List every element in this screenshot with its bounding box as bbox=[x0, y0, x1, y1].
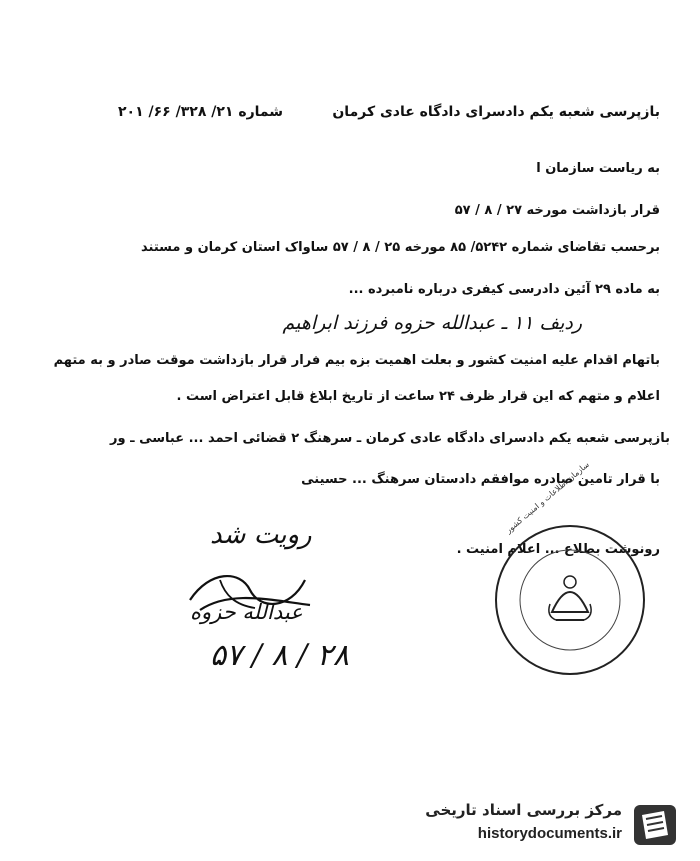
seal-icon bbox=[490, 520, 650, 680]
official-seal bbox=[490, 459, 650, 680]
body-line-6: با قرار تامین صادره موافقم دادستان سرهنگ ... حسینی bbox=[301, 472, 660, 487]
body-line-3: باتهام اقدام علیه امنیت کشور و بعلت اهمیت بزه بیم فرار قرار بازداشت موقت صادر و به متهم bbox=[53, 353, 660, 368]
watermark bbox=[398, 799, 688, 851]
body-line-2: به ماده ۲۹ آئین دادرسی کیفری درباره نامبرده ... bbox=[348, 282, 660, 297]
header-number: شماره ۲۱/ ۳۲۸/ ۶۶/ ۲۰۱ bbox=[118, 104, 284, 120]
body-line-1: برحسب تقاضای شماره ۵۲۴۲/ ۸۵ مورخه ۲۵ / ۸ / ۵۷ ساواک استان کرمان و مستند bbox=[141, 240, 660, 255]
watermark-title: مرکز بررسی اسناد تاریخی bbox=[425, 801, 622, 819]
seal-text: سازمان اطلاعات و امنیت کشور bbox=[504, 459, 591, 535]
handwritten-seen-note: رویت شد bbox=[210, 520, 312, 550]
archive-logo-icon bbox=[628, 799, 682, 851]
handwritten-date: ۲۸ / ۸ / ۵۷ bbox=[210, 638, 349, 673]
handwritten-row: ردیف ۱۱ ـ عبدالله حزوه فرزند ابراهیم bbox=[282, 312, 582, 334]
body-line-4: اعلام و متهم که این قرار ظرف ۲۴ ساعت از تاریخ ابلاغ قابل اعتراض است . bbox=[176, 389, 660, 404]
body-line-5: بازپرسی شعبه یکم دادسرای دادگاه عادی کرمان ـ سرهنگ ۲ قضائی احمد ... عباسی ـ ور bbox=[110, 431, 670, 446]
recipient-line: به ریاست سازمان ا bbox=[536, 161, 660, 176]
order-title: قرار بازداشت مورخه ۲۷ / ۸ / ۵۷ bbox=[454, 203, 660, 218]
handwritten-name: عبدالله حزوه bbox=[190, 600, 303, 624]
copy-line: رونوشت بطلاع ... اعلام امنیت . bbox=[456, 542, 660, 557]
header-org: بازپرسی شعبه یکم دادسرای دادگاه عادی کرمان bbox=[332, 104, 660, 120]
watermark-url: historydocuments.ir bbox=[477, 825, 622, 842]
